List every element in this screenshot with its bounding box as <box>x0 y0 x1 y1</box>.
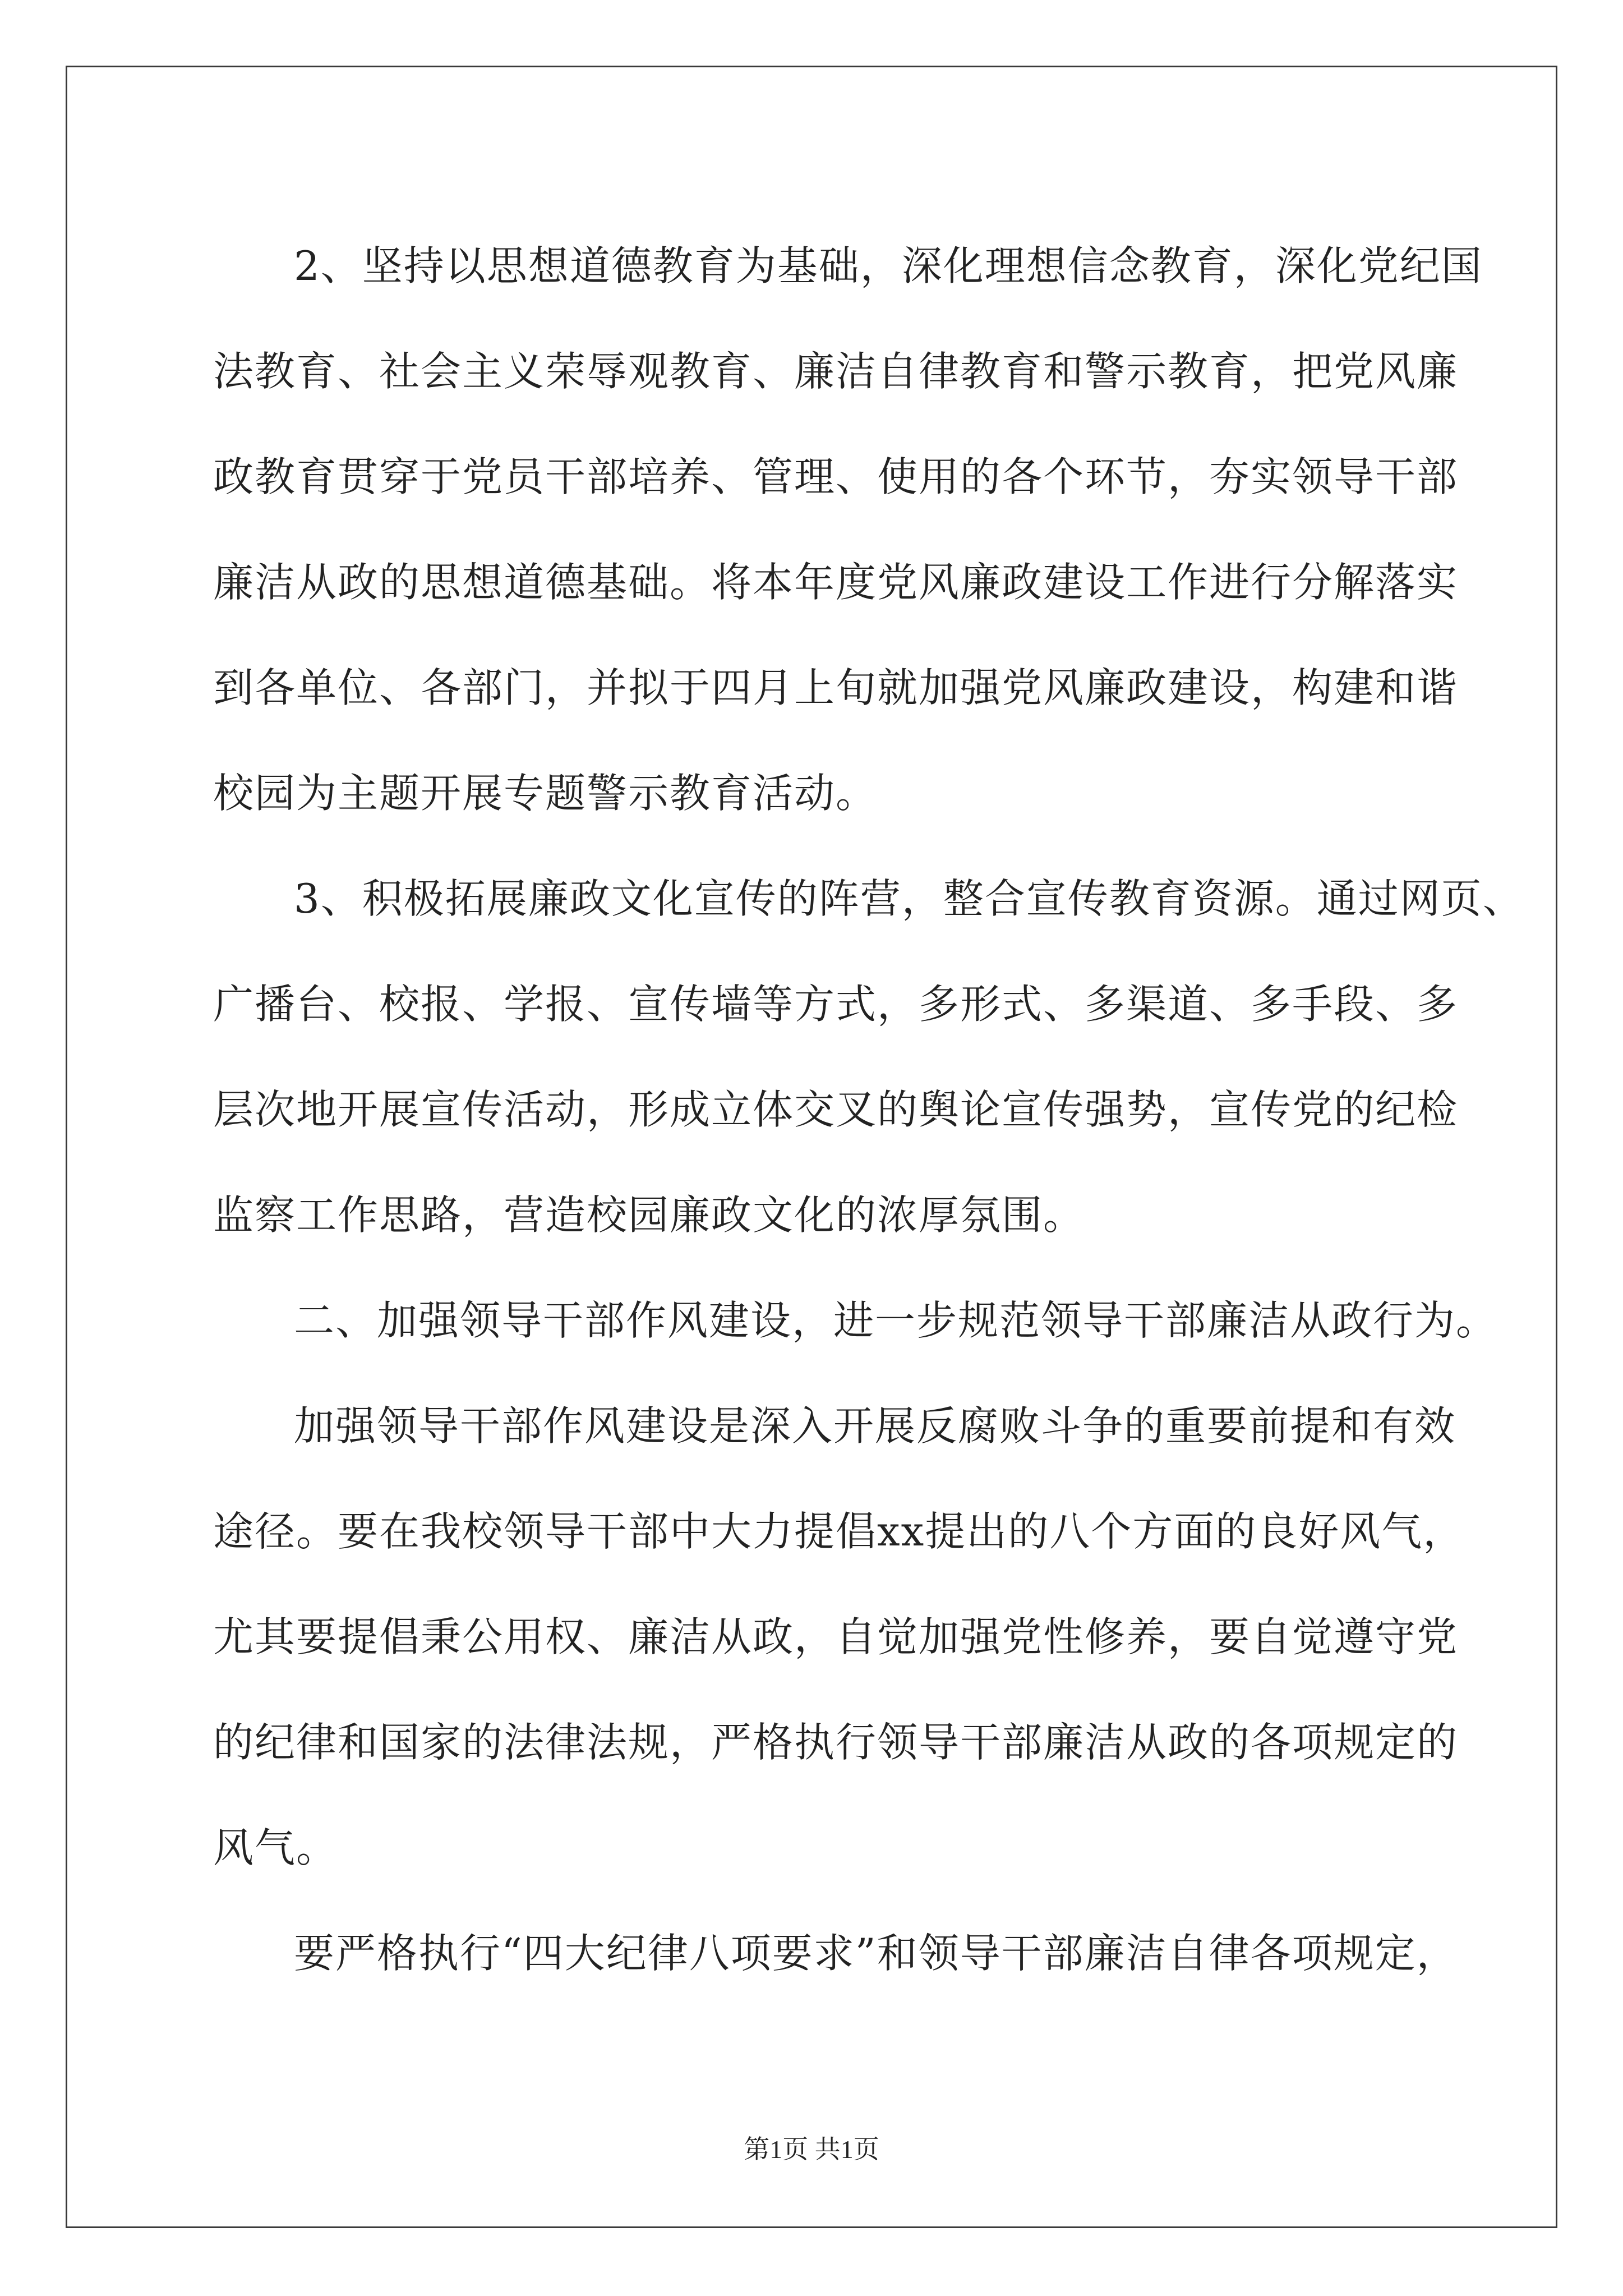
paragraph-line: 法教育、社会主义荣辱观教育、廉洁自律教育和警示教育，把党风廉 <box>213 348 1459 395</box>
paragraph-line: 加强领导干部作风建设是深入开展反腐败斗争的重要前提和有效 <box>294 1402 1456 1450</box>
paragraph-line: 风气。 <box>213 1824 338 1871</box>
paragraph-line: 2、坚持以思想道德教育为基础，深化理想信念教育，深化党纪国 <box>294 242 1483 289</box>
paragraph-line: 校园为主题开展专题警示教育活动。 <box>213 770 878 817</box>
paragraph-line: 3、积极拓展廉政文化宣传的阵营，整合宣传教育资源。通过网页、 <box>294 875 1524 922</box>
paragraph-line: 政教育贯穿于党员干部培养、管理、使用的各个环节，夯实领导干部 <box>213 453 1459 500</box>
paragraph-line: 要严格执行“四大纪律八项要求”和领导干部廉洁自律各项规定， <box>294 1930 1458 1977</box>
page-footer: 第1页 共1页 <box>744 2135 879 2164</box>
paragraph-line: 监察工作思路，营造校园廉政文化的浓厚氛围。 <box>213 1191 1085 1239</box>
paragraph-line: 层次地开展宣传活动，形成立体交叉的舆论宣传强势，宣传党的纪检 <box>213 1086 1459 1133</box>
paragraph-line: 到各单位、各部门，并拟于四月上旬就加强党风廉政建设，构建和谐 <box>213 664 1459 711</box>
document-body <box>213 213 1524 2006</box>
paragraph-line: 廉洁从政的思想道德基础。将本年度党风廉政建设工作进行分解落实 <box>213 559 1459 606</box>
paragraph-line: 尤其要提倡秉公用权、廉洁从政，自觉加强党性修养，要自觉遵守党 <box>213 1613 1459 1660</box>
section-heading: 二、加强领导干部作风建设，进一步规范领导干部廉洁从政行为。 <box>294 1297 1498 1344</box>
paragraph-line: 广播台、校报、学报、宣传墙等方式，多形式、多渠道、多手段、多 <box>213 981 1459 1028</box>
paragraph-line: 的纪律和国家的法律法规，严格执行领导干部廉洁从政的各项规定的 <box>213 1719 1459 1766</box>
paragraph-line: 途径。要在我校领导干部中大力提倡xx提出的八个方面的良好风气， <box>213 1508 1465 1555</box>
